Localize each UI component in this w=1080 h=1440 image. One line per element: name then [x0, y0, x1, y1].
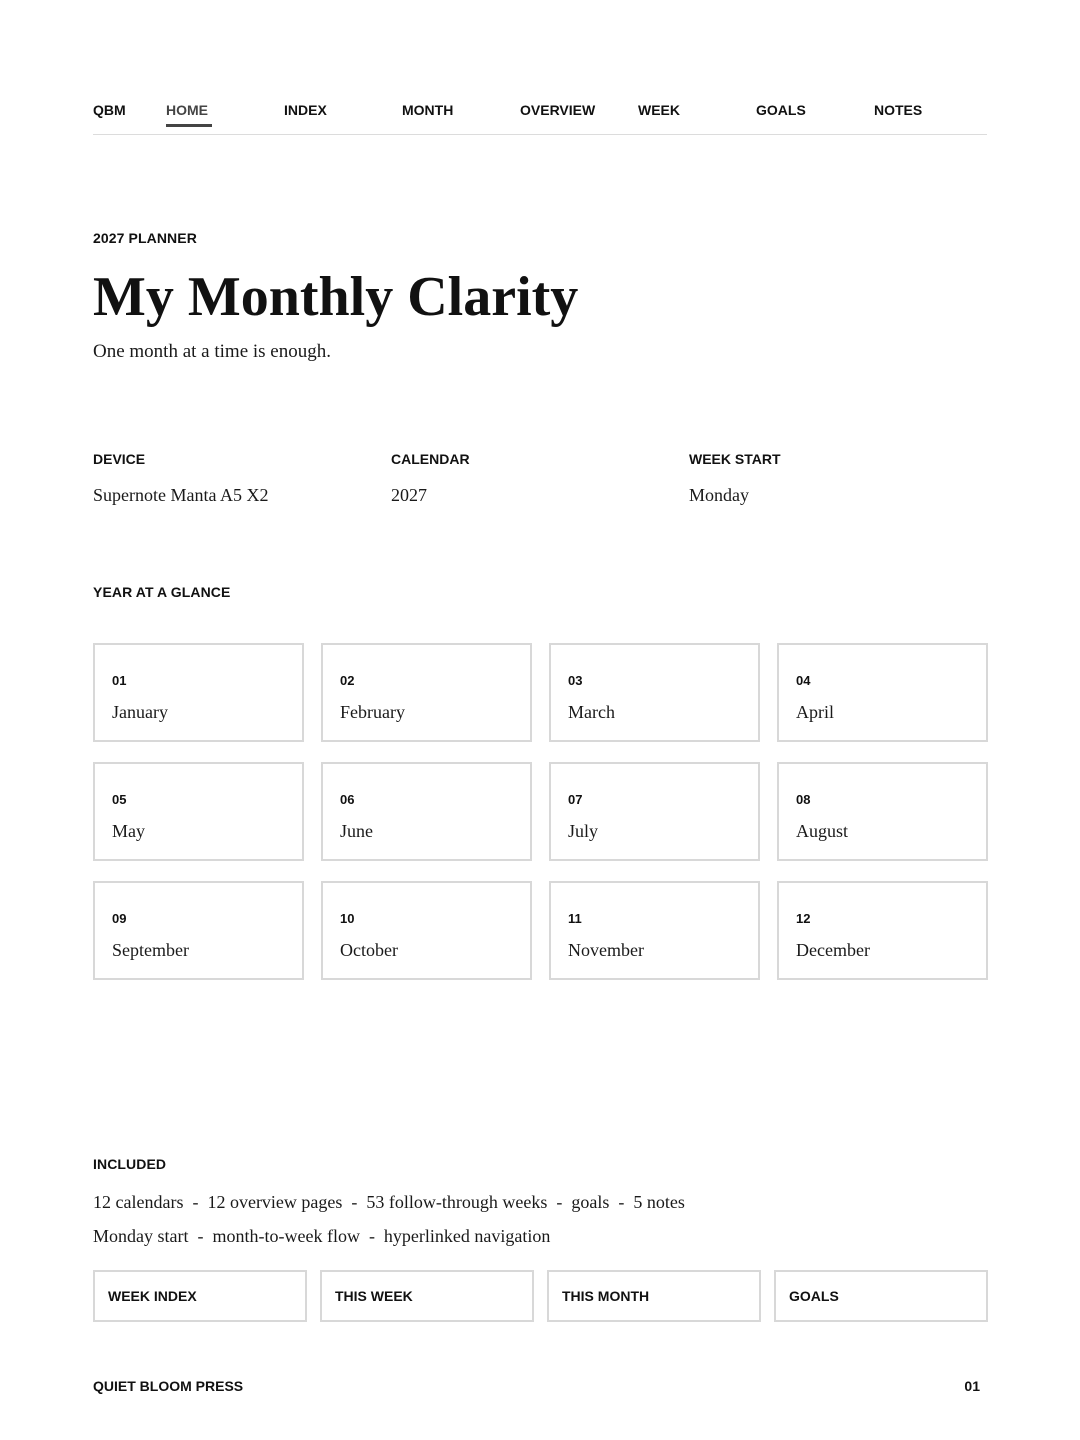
- month-name: February: [340, 702, 405, 722]
- month-number: 09: [112, 911, 127, 926]
- month-card-september[interactable]: [93, 881, 304, 980]
- month-card-august[interactable]: [777, 762, 988, 861]
- footer-page-number: 01: [964, 1378, 980, 1394]
- meta-device-label: DEVICE: [93, 451, 146, 467]
- month-name: April: [796, 702, 834, 722]
- month-grid: [93, 643, 987, 980]
- meta-week-start-value: Monday: [689, 485, 749, 505]
- meta-week-start: [689, 451, 781, 506]
- month-name: May: [112, 821, 145, 841]
- this-month-button[interactable]: THIS MONTH: [547, 1270, 761, 1322]
- goals-button[interactable]: GOALS: [774, 1270, 988, 1322]
- nav-tab-goals[interactable]: GOALS: [756, 102, 806, 118]
- month-name: August: [796, 821, 849, 841]
- month-card-november[interactable]: [549, 881, 760, 980]
- month-number: 01: [112, 673, 127, 688]
- month-number: 10: [340, 911, 355, 926]
- included-features-line-1: 12 calendars - 12 overview pages - 53 follow-through weeks - goals - 5 notes: [93, 1192, 685, 1212]
- this-week-button[interactable]: THIS WEEK: [320, 1270, 534, 1322]
- nav-tab-week[interactable]: WEEK: [638, 102, 680, 118]
- quick-links: [93, 1270, 987, 1322]
- month-number: 08: [796, 792, 811, 807]
- month-name: September: [112, 940, 189, 960]
- month-number: 02: [340, 673, 355, 688]
- month-number: 07: [568, 792, 583, 807]
- month-card-july[interactable]: [549, 762, 760, 861]
- top-nav: [93, 0, 987, 135]
- meta-calendar: [391, 451, 470, 506]
- month-name: March: [568, 702, 615, 722]
- month-card-january[interactable]: [93, 643, 304, 742]
- planner-kicker: 2027 PLANNER: [93, 230, 197, 246]
- month-card-february[interactable]: [321, 643, 532, 742]
- included-features-line-2: Monday start - month-to-week flow - hyperlinked navigation: [93, 1226, 551, 1246]
- week-index-button[interactable]: WEEK INDEX: [93, 1270, 307, 1322]
- footer-publisher: QUIET BLOOM PRESS: [93, 1378, 244, 1394]
- nav-tab-home[interactable]: HOME: [166, 102, 208, 118]
- meta-device-value: Supernote Manta A5 X2: [93, 485, 269, 505]
- month-number: 03: [568, 673, 583, 688]
- meta-device: [93, 451, 268, 506]
- nav-tab-overview[interactable]: OVERVIEW: [520, 102, 596, 118]
- month-name: October: [340, 940, 398, 960]
- month-card-october[interactable]: [321, 881, 532, 980]
- month-card-december[interactable]: [777, 881, 988, 980]
- month-number: 06: [340, 792, 355, 807]
- meta-calendar-value: 2027: [391, 485, 427, 505]
- month-card-june[interactable]: [321, 762, 532, 861]
- month-card-april[interactable]: [777, 643, 988, 742]
- month-number: 12: [796, 911, 811, 926]
- month-name: June: [340, 821, 373, 841]
- nav-tab-month[interactable]: MONTH: [402, 102, 454, 118]
- meta-calendar-label: CALENDAR: [391, 451, 470, 467]
- page-title: My Monthly Clarity: [93, 266, 579, 328]
- meta-week-start-label: WEEK START: [689, 451, 781, 467]
- included-heading: INCLUDED: [93, 1156, 167, 1172]
- page-subtitle: One month at a time is enough.: [93, 341, 331, 362]
- nav-brand-link[interactable]: QBM: [93, 102, 126, 118]
- active-tab-indicator: [166, 124, 212, 127]
- month-number: 05: [112, 792, 127, 807]
- month-name: December: [796, 940, 870, 960]
- month-name: November: [568, 940, 644, 960]
- month-card-may[interactable]: [93, 762, 304, 861]
- month-number: 11: [568, 911, 582, 926]
- month-number: 04: [796, 673, 811, 688]
- nav-tab-index[interactable]: INDEX: [284, 102, 327, 118]
- month-card-march[interactable]: [549, 643, 760, 742]
- month-name: July: [568, 821, 599, 841]
- nav-tab-notes[interactable]: NOTES: [874, 102, 923, 118]
- month-name: January: [112, 702, 168, 722]
- year-at-a-glance-heading: YEAR AT A GLANCE: [93, 584, 231, 600]
